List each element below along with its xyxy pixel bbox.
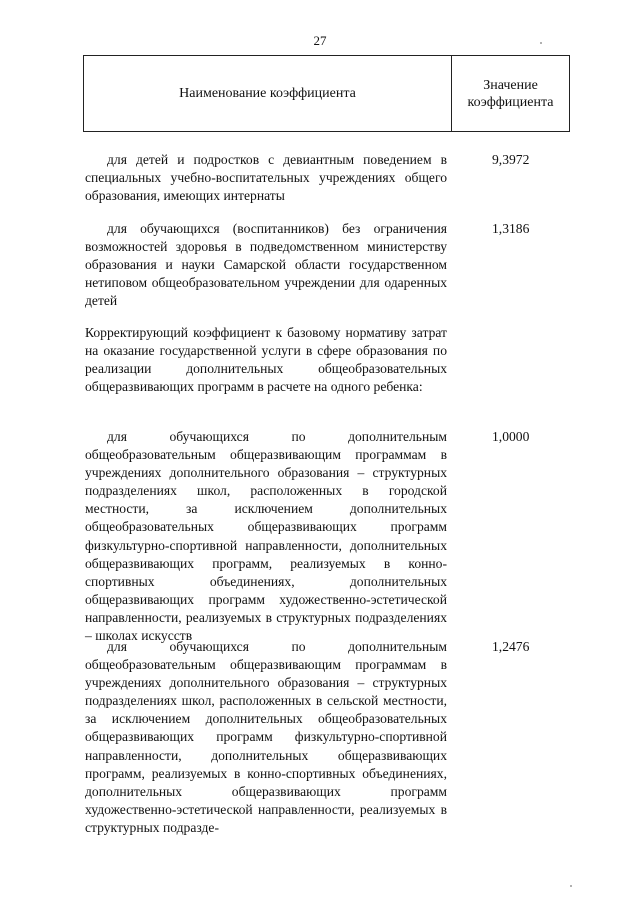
coefficient-value-header	[452, 56, 569, 131]
row-value: 1,3186	[492, 221, 530, 236]
row-text: для детей и подростков с девиантным поведением в специальных учебно-воспитательных учреждениях общего образования, имеющих интернаты	[85, 152, 447, 204]
coefficient-name-header: Наименование коэффициента	[179, 85, 356, 101]
table-row	[85, 638, 567, 837]
row-value: 1,0000	[492, 429, 530, 444]
row-text: Корректирующий коэффициент к базовому нормативу затрат на оказание государственной услуги в сфере образования по реализации дополнительных общеобразовательных общеразвивающих программ в расчете на одного ребенка:	[85, 325, 447, 395]
row-text: для обучающихся (воспитанников) без ограничения возможностей здоровья в подведомственном министерству образования и науки Самарской области государственном нетиповом общеобразовательном учреждении для одаренных детей	[85, 221, 447, 309]
table-row	[85, 428, 567, 645]
scan-speck	[540, 42, 542, 44]
row-value: 1,2476	[492, 639, 530, 654]
value-header-line2: коэффициента	[467, 94, 554, 110]
table-row	[85, 151, 567, 205]
table-header	[83, 55, 570, 132]
table-row	[85, 220, 567, 310]
value-header-line1: Значение	[483, 77, 538, 93]
page-number: 27	[313, 33, 327, 48]
table-row	[85, 324, 567, 396]
row-value: 9,3972	[492, 152, 530, 167]
row-text: для обучающихся по дополнительным общеобразовательным общеразвивающим программам в учреждениях дополнительного образования – структурных подразделениях школ, расположенных в городской местности, за исключением дополнительных общеобразовательных общеразвивающих программ физкультурно-спортивной направленности, дополнительных общеразвивающих программ, реализуемых в конно-спортивных объединениях, дополнительных общеразвивающих программ художественно-эстетической направленности, реализуемых в структурных подразделениях – школах искусств	[85, 429, 447, 644]
row-text: для обучающихся по дополнительным общеобразовательным общеразвивающим программам в учреждениях дополнительного образования – структурных подразделениях школ, расположенных в сельской местности, за исключением дополнительных общеобразовательных общеразвивающих программ физкультурно-спортивной направленности, дополнительных общеразвивающих программ, реализуемых в конно-спортивных объединениях, дополнительных общеразвивающих программ художественно-эстетической направленности, реализуемых в структурных подразде-	[85, 639, 447, 835]
scan-speck	[570, 885, 572, 887]
